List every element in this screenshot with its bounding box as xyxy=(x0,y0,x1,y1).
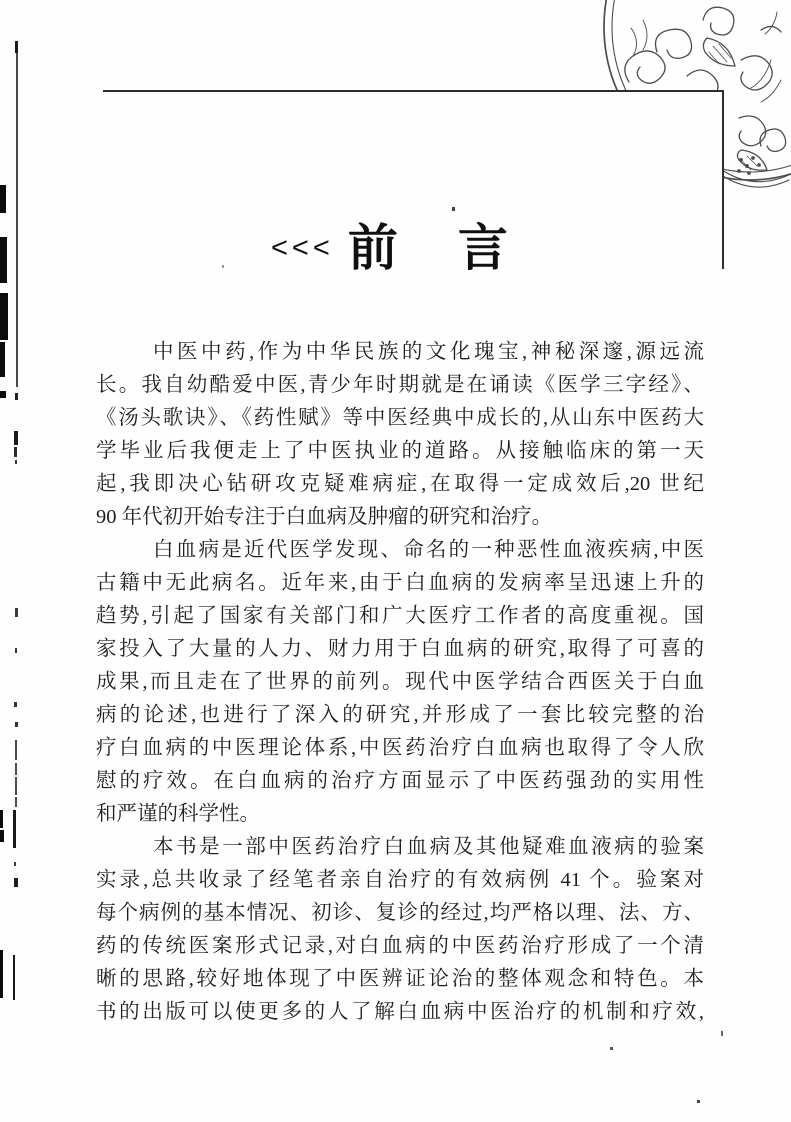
body-line: 白血病是近代医学发现、命名的一种恶性血液疾病,中医 xyxy=(153,539,704,561)
scan-artifact xyxy=(15,722,18,727)
body-line: 病的论述,也进行了深入的研究,并形成了一套比较完整的治 xyxy=(96,704,704,726)
scan-artifact xyxy=(697,1100,700,1103)
scan-artifact xyxy=(14,431,18,445)
scan-artifact xyxy=(14,878,18,887)
body-line: 90 年代初开始专注于白血病及肿瘤的研究和治疗。 xyxy=(96,506,553,528)
scan-artifact xyxy=(15,460,17,464)
chevron-marks: <<< xyxy=(271,231,334,264)
body-line: 书的出版可以使更多的人了解白血病中医治疗的机制和疗效, xyxy=(96,1001,704,1023)
body-line: 家投入了大量的人力、财力用于白血病的研究,取得了可喜的 xyxy=(96,638,704,660)
scan-artifact xyxy=(0,237,7,283)
body-line: 中医中药,作为中华民族的文化瑰宝,神秘深邃,源远流 xyxy=(153,341,704,363)
scan-artifact xyxy=(452,207,455,211)
body-line: 起,我即决心钻研攻克疑难病症,在取得一定成效后,20 世纪 xyxy=(96,473,704,495)
scan-artifact xyxy=(721,1031,723,1036)
body-line: 学毕业后我便走上了中医执业的道路。从接触临床的第一天 xyxy=(96,440,704,462)
scan-artifact xyxy=(0,950,3,998)
scan-artifact xyxy=(14,447,17,457)
body-line: 成果,而且走在了世界的前列。现代中医学结合西医关于白血 xyxy=(96,671,704,693)
scan-artifact xyxy=(15,777,17,795)
scan-artifact xyxy=(15,797,17,807)
scan-artifact xyxy=(610,1047,613,1050)
body-line: 药的传统医案形式记录,对白血病的中医药治疗形成了一个清 xyxy=(96,935,704,957)
body-line: 《汤头歌诀》、《药性赋》等中医经典中成长的,从山东中医药大 xyxy=(96,407,704,429)
body-line: 本书是一部中医药治疗白血病及其他疑难血液病的验案 xyxy=(153,836,704,858)
scan-artifact xyxy=(0,185,6,213)
scan-artifact xyxy=(15,648,17,653)
body-line: 每个病例的基本情况、初诊、复诊的经过,均严格以理、法、方、 xyxy=(96,902,704,924)
body-line: 疗白血病的中医理论体系,中医药治疗白血病也取得了令人欣 xyxy=(96,737,704,759)
body-line: 趋势,引起了国家有关部门和广大医疗工作者的高度重视。国 xyxy=(96,605,704,627)
body-line: 古籍中无此病名。近年来,由于白血病的发病率呈迅速上升的 xyxy=(96,572,704,594)
scan-artifact xyxy=(13,810,16,848)
scan-artifact xyxy=(13,955,15,1000)
scan-artifact xyxy=(15,393,18,400)
scan-artifact xyxy=(16,53,18,387)
scan-artifact xyxy=(0,391,6,398)
body-line: 晰的思路,较好地体现了中医辨证论治的整体观念和特色。本 xyxy=(96,968,704,990)
title-char-second: 言 xyxy=(457,220,508,276)
scan-artifact xyxy=(15,41,18,53)
scan-artifact xyxy=(15,608,18,617)
preface-body xyxy=(96,336,704,1029)
scan-artifact xyxy=(0,342,5,377)
scan-artifact xyxy=(0,810,3,828)
body-line: 长。我自幼酷爱中医,青少年时期就是在诵读《医学三字经》、 xyxy=(96,374,704,396)
scan-artifact xyxy=(0,830,4,842)
title-char-first: 前 xyxy=(347,220,398,276)
body-line: 和严谨的科学性。 xyxy=(96,803,260,825)
scan-artifact xyxy=(222,265,224,268)
frame-right-rule xyxy=(722,90,724,269)
scan-artifact xyxy=(14,702,17,707)
scan-artifact xyxy=(0,293,8,340)
body-line: 慰的疗效。在白血病的治疗方面显示了中医药强劲的实用性 xyxy=(96,770,704,792)
page-title xyxy=(271,221,508,275)
body-line: 实录,总共收录了经笔者亲自治疗的有效病例 41 个。验案对 xyxy=(96,869,704,891)
scan-artifact xyxy=(14,862,16,866)
frame-top-rule xyxy=(103,90,724,92)
scan-artifact xyxy=(15,763,17,775)
scan-artifact xyxy=(15,740,17,760)
